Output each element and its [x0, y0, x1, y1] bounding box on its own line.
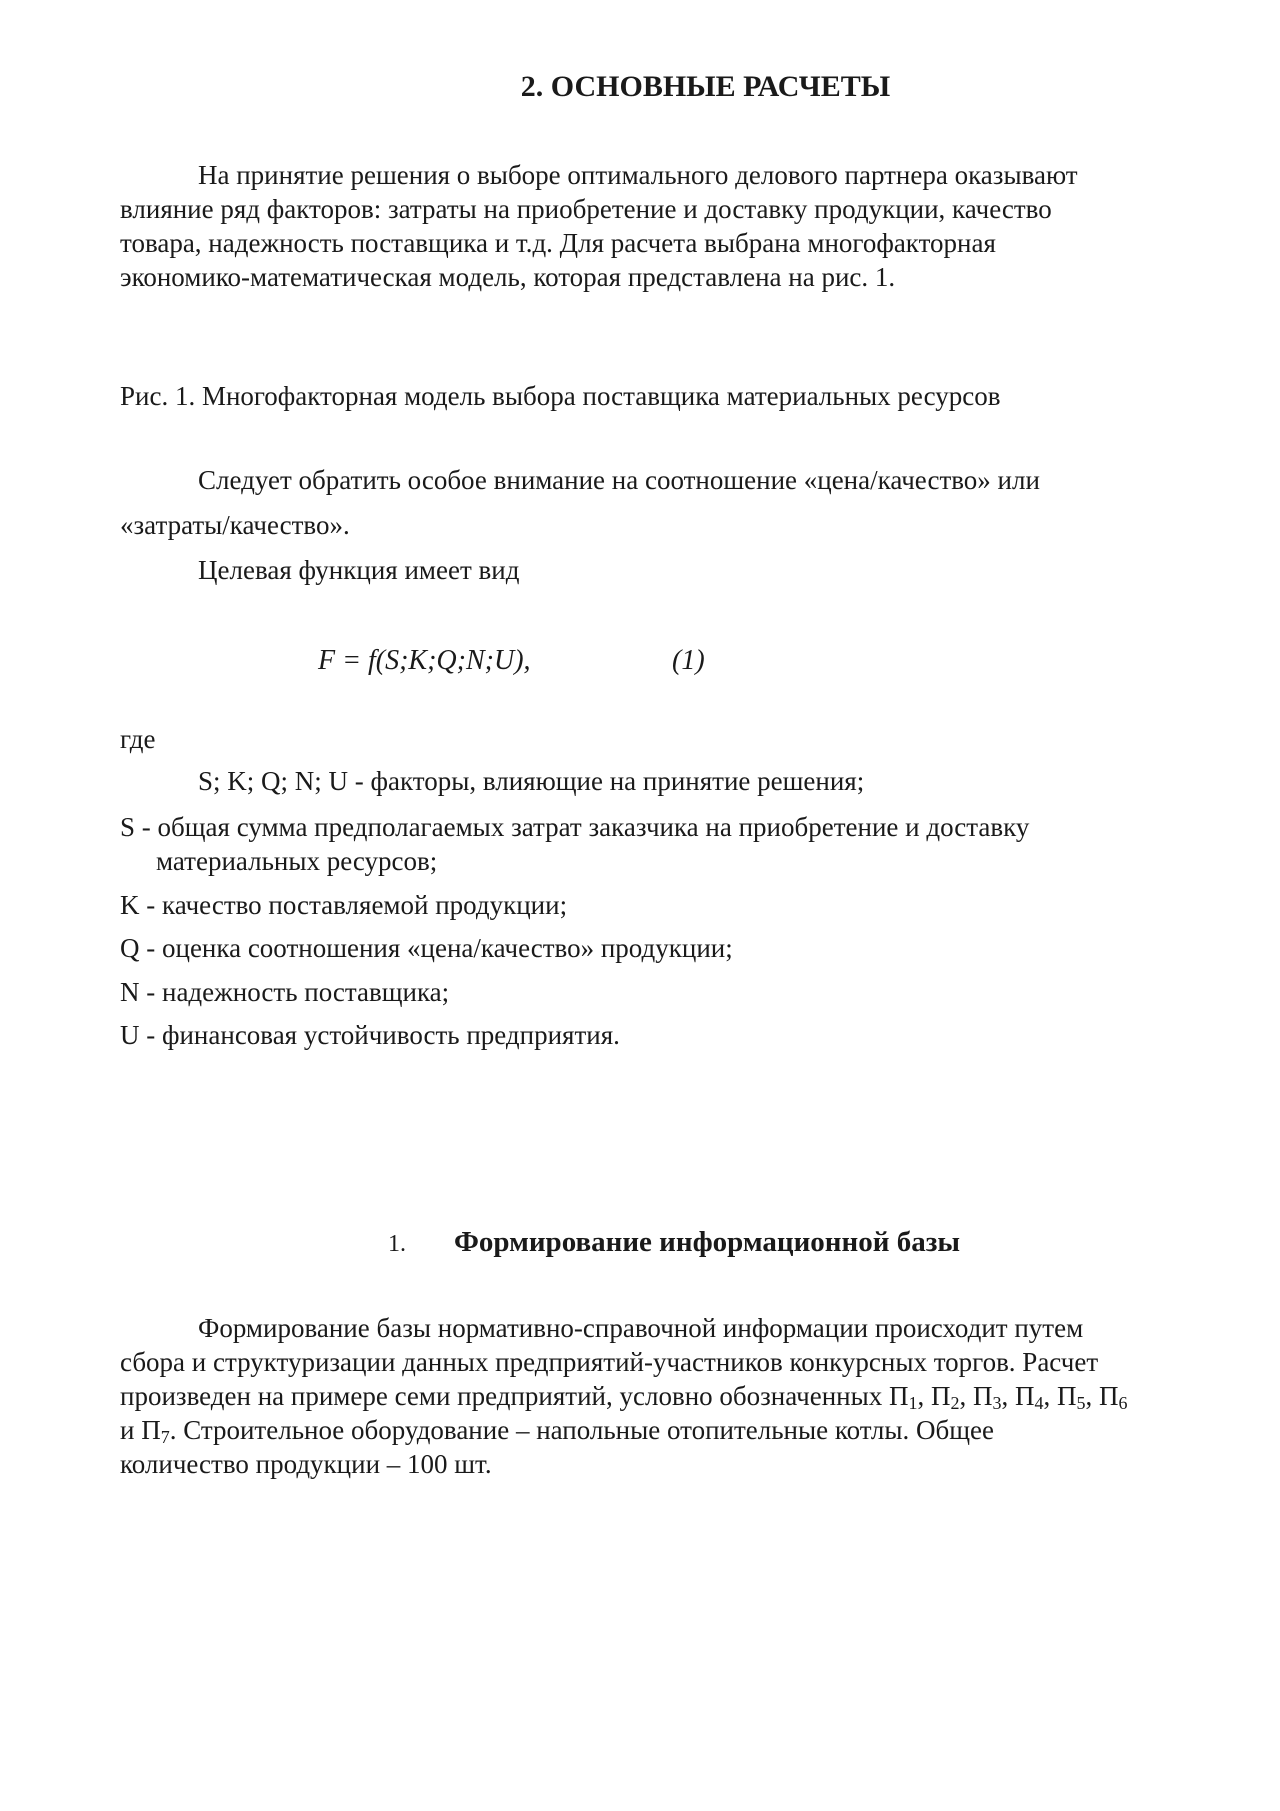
- intro-line: товара, надежность поставщика и т.д. Для расчета выбрана многофакторная: [120, 228, 996, 258]
- figure-caption: Рис. 1. Многофакторная модель выбора поставщика материальных ресурсов: [120, 381, 1001, 411]
- enterprise-index: 7: [160, 1427, 170, 1447]
- enterprise-letter: П: [1099, 1381, 1119, 1411]
- attention-line-1: Следует обратить особое внимание на соотношение «цена/качество» или: [198, 465, 1040, 495]
- page-title: 2. ОСНОВНЫЕ РАСЧЕТЫ: [520, 70, 891, 103]
- section-heading: [388, 1226, 960, 1259]
- enterprise-letter: П: [973, 1381, 993, 1411]
- enterprise-p5: [1057, 1381, 1086, 1411]
- intro-line: экономико-математическая модель, которая представлена на рис. 1.: [120, 262, 896, 292]
- factor-u: U - финансовая устойчивость предприятия.: [120, 1020, 620, 1050]
- info-base-line: количество продукции – 100 шт.: [120, 1449, 492, 1479]
- attention-line-2: «затраты/качество».: [120, 510, 350, 540]
- enterprise-index: 2: [950, 1393, 960, 1413]
- intro-line: На принятие решения о выборе оптимального делового партнера оказывают: [198, 160, 1078, 190]
- info-base-line: сбора и структуризации данных предприятий-участников конкурсных торгов. Расчет: [120, 1347, 1099, 1377]
- enterprise-letter: П: [931, 1381, 951, 1411]
- enterprise-p2: [931, 1381, 960, 1411]
- factors-intro: S; K; Q; N; U - факторы, влияющие на принятие решения;: [198, 766, 865, 796]
- formula-number: (1): [672, 645, 705, 676]
- section-title: Формирование информационной базы: [454, 1226, 960, 1258]
- factor-s: S - общая сумма предполагаемых затрат заказчика на приобретение и доставку: [120, 812, 1030, 842]
- info-base-line: [120, 1413, 1180, 1447]
- factor-k: K - качество поставляемой продукции;: [120, 890, 568, 920]
- info-base-text: и: [120, 1415, 142, 1445]
- intro-line: влияние ряд факторов: затраты на приобретение и доставку продукции, качество: [120, 194, 1052, 224]
- enterprise-index: 4: [1034, 1393, 1044, 1413]
- info-base-text: произведен на примере семи предприятий, условно обозначенных: [120, 1381, 890, 1411]
- factor-s-continuation: материальных ресурсов;: [156, 846, 438, 876]
- info-base-line: Формирование базы нормативно-справочной информации происходит путем: [198, 1313, 1084, 1343]
- enterprise-p3: [973, 1381, 1002, 1411]
- enterprise-letter: П: [889, 1381, 909, 1411]
- enterprise-p1: [889, 1381, 918, 1411]
- enterprise-index: 1: [908, 1393, 918, 1413]
- enterprise-index: 5: [1076, 1393, 1086, 1413]
- intro-paragraph: [120, 158, 1180, 294]
- enterprise-index: 6: [1118, 1393, 1128, 1413]
- where-label: где: [120, 724, 156, 754]
- factor-q: Q - оценка соотношения «цена/качество» продукции;: [120, 933, 733, 963]
- info-base-paragraph: [120, 1311, 1180, 1481]
- enterprise-letter: П: [1015, 1381, 1035, 1411]
- info-base-line: произведен на примере семи предприятий, условно обозначенных $П_1$, $П_2$, $П_3$, $П_4$, $П_5$, $П_6$: [120, 1381, 1128, 1413]
- enterprise-letter: П: [1057, 1381, 1077, 1411]
- factor-n: N - надежность поставщика;: [120, 977, 450, 1007]
- enterprise-letter: П: [141, 1415, 161, 1445]
- target-function-intro: Целевая функция имеет вид: [198, 555, 520, 585]
- enterprise-index: 3: [992, 1393, 1002, 1413]
- formula-expression: F = f(S;K;Q;N;U),: [318, 645, 531, 676]
- section-number: 1.: [388, 1231, 406, 1257]
- info-base-text: . Строительное оборудование – напольные отопительные котлы. Общее: [169, 1415, 994, 1445]
- enterprise-p6: [1099, 1381, 1128, 1411]
- enterprise-p4: [1015, 1381, 1044, 1411]
- enterprise-p7: [141, 1415, 170, 1445]
